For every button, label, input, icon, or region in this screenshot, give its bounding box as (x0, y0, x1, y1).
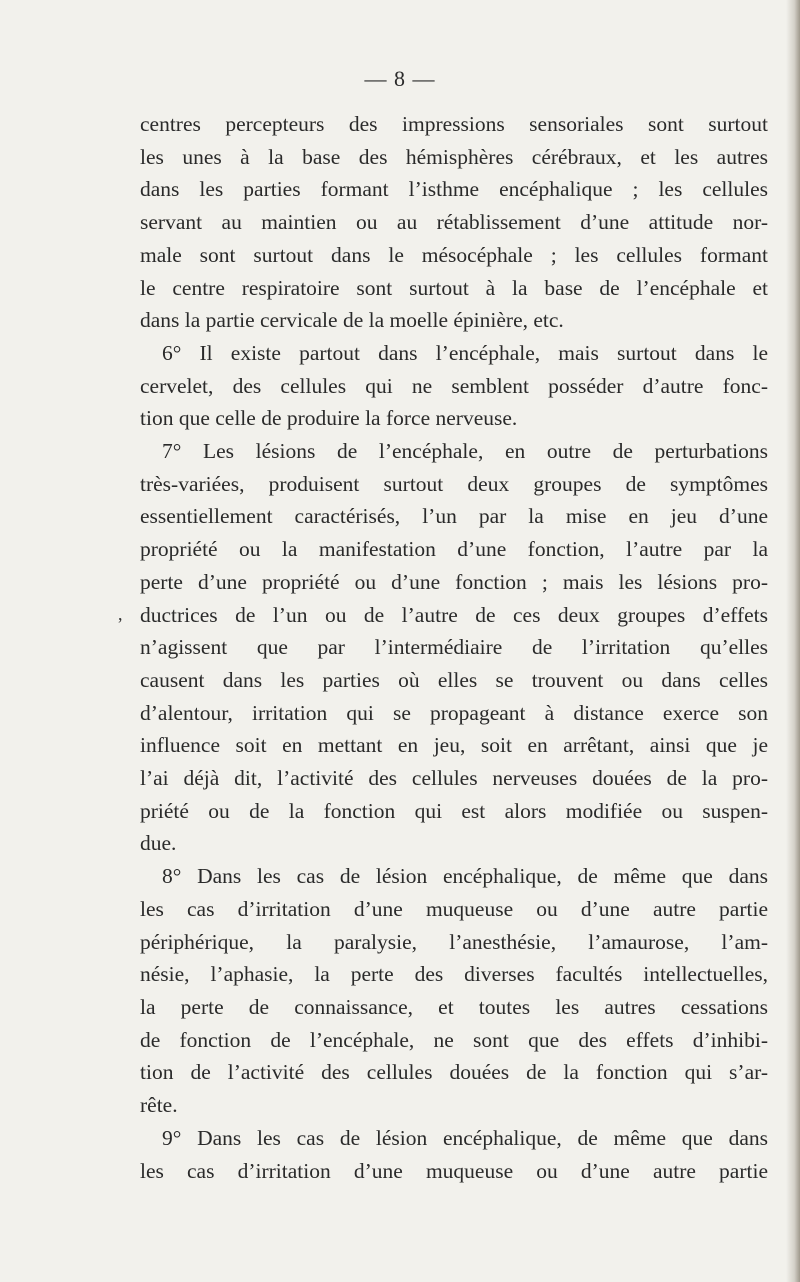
text-line: tion que celle de produire la force nerveuse. (140, 406, 518, 431)
text-line: de fonction de l’encéphale, ne sont que des effets d’inhibi- (140, 1027, 768, 1052)
text-line: les cas d’irritation d’une muqueuse ou d’une autre partie (140, 1158, 768, 1183)
text-line: priété ou de la fonction qui est alors modifiée ou suspen- (140, 798, 768, 823)
text-line: propriété ou la manifestation d’une fonction, l’autre par la (140, 537, 768, 562)
text-line: très-variées, produisent surtout deux groupes de symptômes (140, 471, 768, 496)
text-line: 8° Dans les cas de lésion encéphalique, de même que dans (162, 864, 768, 889)
text-line: n’agissent que par l’intermédiaire de l’irritation qu’elles (140, 635, 768, 660)
text-line: essentiellement caractérisés, l’un par la mise en jeu d’une (140, 504, 768, 529)
text-line: 9° Dans les cas de lésion encéphalique, de même que dans (162, 1125, 768, 1150)
text-line: centres percepteurs des impressions sensoriales sont surtout (140, 112, 768, 136)
text-line: dans les parties formant l’isthme encéphalique ; les cellules (140, 177, 768, 202)
text-line: perte d’une propriété ou d’une fonction ; mais les lésions pro- (140, 569, 768, 594)
text-line: due. (140, 831, 177, 856)
text-line: servant au maintien ou au rétablissement d’une attitude nor- (140, 210, 768, 235)
text-line: la perte de connaissance, et toutes les autres cessations (140, 994, 768, 1019)
text-line: d’alentour, irritation qui se propageant à distance exerce son (140, 700, 768, 725)
text-line: nésie, l’aphasie, la perte des diverses facultés intellectuelles, (140, 962, 768, 987)
text-line: ductrices de l’un ou de l’autre de ces deux groupes d’effets (140, 602, 768, 627)
margin-mark: , (118, 604, 123, 624)
text-line: dans la partie cervicale de la moelle épinière, etc. (140, 308, 564, 333)
text-line: male sont surtout dans le mésocéphale ; les cellules formant (140, 242, 768, 267)
text-line: le centre respiratoire sont surtout à la base de l’encéphale et (140, 275, 768, 300)
text-line: l’ai déjà dit, l’activité des cellules nerveuses douées de la pro- (140, 766, 768, 791)
text-line: causent dans les parties où elles se trouvent ou dans celles (140, 667, 768, 692)
text-line: 7° Les lésions de l’encéphale, en outre de perturbations (162, 439, 768, 464)
page-edge-shadow (786, 0, 800, 1282)
text-line: les cas d’irritation d’une muqueuse ou d’une autre partie (140, 896, 768, 921)
text-line: influence soit en mettant en jeu, soit en arrêtant, ainsi que je (140, 733, 768, 758)
text-line: périphérique, la paralysie, l’anesthésie, l’amaurose, l’am- (140, 929, 768, 954)
page-number: — 8 — (364, 66, 436, 91)
text-line: cervelet, des cellules qui ne semblent posséder d’autre fonc- (140, 373, 768, 398)
text-line: rête. (140, 1093, 178, 1118)
text-line: les unes à la base des hémisphères cérébraux, et les autres (140, 144, 768, 169)
text-line: 6° Il existe partout dans l’encéphale, mais surtout dans le (162, 340, 768, 365)
body-text (140, 108, 768, 1187)
text-line: tion de l’activité des cellules douées de la fonction qui s’ar- (140, 1060, 768, 1085)
